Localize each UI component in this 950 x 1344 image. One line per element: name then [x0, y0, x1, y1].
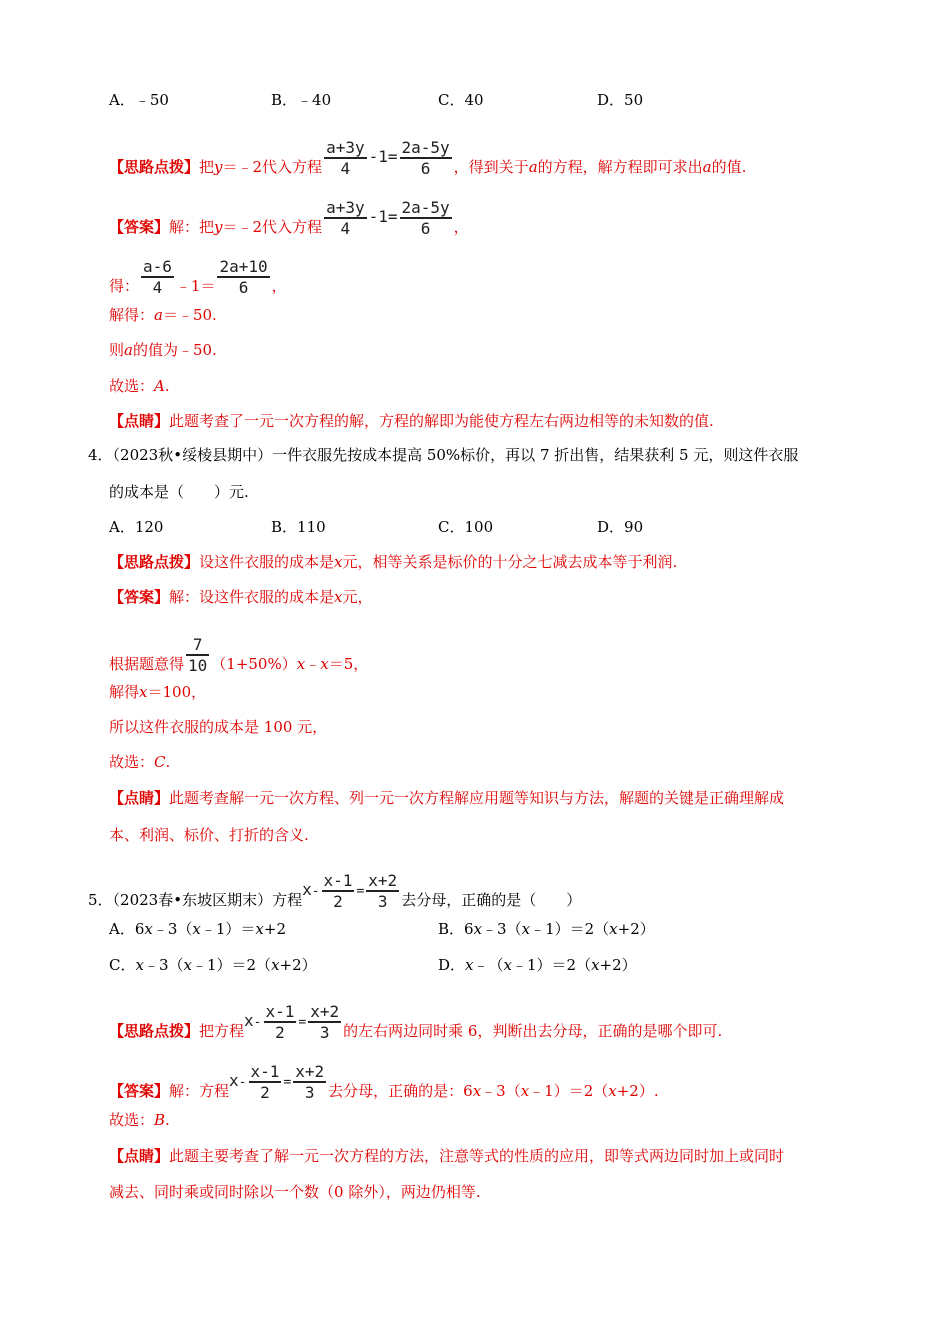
fraction — [322, 871, 355, 911]
q5-stem: 5．（2023春•东坡区期末）方程x- $\frac{x-1}{2}$ = $\frac{x+2}{3}$ 去分母，正确的是（ ） — [88, 871, 582, 911]
numerator: a+3y — [326, 138, 365, 157]
text: ，得到关于 — [453, 158, 529, 176]
denominator: 4 — [340, 159, 351, 178]
text: ﹣1＝ — [175, 277, 216, 295]
q5-hint: 【思路点拨】把方程x- $\frac{x-1}{2}$ = $\frac{x+2}{3}$ 的左右两边同时乘 6，判断出去分母，正确的是哪个即可. — [109, 1002, 723, 1042]
text: 解得： — [109, 306, 155, 324]
fraction — [324, 138, 367, 178]
text: 得： — [109, 277, 140, 295]
fraction — [308, 1002, 341, 1042]
hint-tag: 【思路点拨】 — [109, 553, 200, 571]
denominator: 2 — [275, 1023, 285, 1042]
question-number: 5． — [88, 891, 113, 909]
q4-option-a: A．120 — [109, 518, 164, 536]
variable: a — [702, 158, 712, 176]
fraction — [400, 138, 452, 178]
variable: a — [124, 341, 133, 359]
q3-option-d: D．50 — [597, 91, 644, 109]
text: 则 — [109, 341, 125, 359]
q5-option-a: A．6x﹣3（x﹣1）＝x+2 — [109, 920, 287, 938]
variable: x — [334, 588, 343, 606]
numerator: 2a+10 — [219, 257, 268, 276]
q4-choose: 故选：C. — [109, 753, 171, 771]
denominator: 4 — [340, 219, 351, 238]
text: ＝100， — [147, 683, 207, 701]
numerator: x-1 — [323, 871, 353, 890]
q4-option-d: D．90 — [597, 518, 644, 536]
q3-comment — [109, 410, 714, 432]
question-number: 4． — [88, 446, 113, 464]
hint-tag: 【思路点拨】 — [109, 1022, 200, 1040]
q5-option-d: D．x﹣（x﹣1）＝2（x+2） — [438, 956, 637, 974]
text: 设这件衣服的成本是 — [199, 553, 335, 571]
answer-letter: C — [154, 753, 166, 771]
denominator: 3 — [319, 1023, 330, 1042]
text: 此题考查解一元一次方程、列一元一次方程解应用题等知识与方法，解题的关键是正确理解成 — [169, 789, 785, 807]
q4-solve — [109, 681, 206, 703]
fraction — [264, 1002, 297, 1042]
comment-tag: 【点睛】 — [109, 1147, 170, 1165]
text: 的值为﹣50. — [132, 341, 217, 359]
variable: x — [334, 553, 343, 571]
text: ＝﹣50. — [162, 306, 217, 324]
numerator: x+2 — [368, 871, 398, 890]
denominator: 10 — [188, 656, 208, 675]
text: 去分母，正确的是（ ） — [401, 891, 582, 909]
denominator: 6 — [238, 278, 249, 297]
numerator: x+2 — [310, 1002, 340, 1021]
text: 的左右两边同时乘 6，判断出去分母，正确的是哪个即可. — [343, 1022, 723, 1040]
numerator: x+2 — [295, 1062, 325, 1081]
numerator: x-1 — [265, 1002, 295, 1021]
equation-text: -1= — [368, 207, 398, 226]
text: 把 — [199, 158, 215, 176]
text: 去分母，正确的是：6 — [328, 1082, 473, 1100]
q4-result: 所以这件衣服的成本是 100 元， — [109, 718, 328, 736]
text: （2023春•东坡区期末）方程 — [112, 891, 303, 909]
text: ＝5， — [328, 655, 369, 673]
q4-equation — [109, 635, 369, 685]
answer-letter: B — [154, 1111, 166, 1129]
fraction — [366, 871, 399, 911]
q4-answer — [109, 586, 373, 608]
text: 元， — [342, 588, 373, 606]
q5-answer: 【答案】解：方程x- $\frac{x-1}{2}$ = $\frac{x+2}{3}$ 去分母，正确的是：6x﹣3（x﹣1）＝2（x+2）. — [109, 1062, 659, 1102]
text: ﹣1）＝2（ — [529, 1082, 609, 1100]
q5-option-c: C．x﹣3（x﹣1）＝2（x+2） — [109, 956, 317, 974]
q3-option-a: A．﹣50 — [109, 91, 169, 109]
denominator: 3 — [377, 892, 388, 911]
numerator: 7 — [186, 635, 209, 656]
q3-option-b: B．﹣40 — [271, 91, 332, 109]
fraction — [293, 1062, 326, 1102]
q3-choose: 故选：A. — [109, 377, 170, 395]
text: 的值. — [711, 158, 747, 176]
q4-option-b: B．110 — [271, 518, 326, 536]
q5-option-b: B．6x﹣3（x﹣1）＝2（x+2） — [438, 920, 655, 938]
text: ， — [453, 218, 469, 236]
hint-tag: 【思路点拨】 — [109, 158, 200, 176]
q5-choose: 故选：B. — [109, 1111, 170, 1129]
fraction — [141, 257, 174, 297]
variable: x — [472, 1082, 482, 1100]
q4-option-c: C．100 — [438, 518, 494, 536]
text: ， — [271, 277, 287, 295]
text: 根据题意得 — [109, 655, 185, 673]
text: 故选： — [109, 753, 155, 771]
q5-comment-line2: 减去、同时乘或同时除以一个数（0 除外），两边仍相等. — [109, 1183, 481, 1201]
text: 此题主要考查了解一元一次方程的方法，注意等式的性质的应用，即等式两边同时加上或同时 — [169, 1147, 785, 1165]
fraction — [249, 1062, 282, 1102]
equals-sign: = — [356, 884, 365, 899]
text: 故选： — [109, 377, 155, 395]
numerator: x-1 — [250, 1062, 280, 1081]
text: +2）. — [616, 1082, 659, 1100]
q3-answer — [109, 198, 469, 248]
variable: a — [154, 306, 163, 324]
numerator: 2a-5y — [401, 138, 450, 157]
text: 此题考查了一元一次方程的解，方程的解即为能使方程左右两边相等的未知数的值. — [169, 412, 714, 430]
text: ﹣ — [305, 655, 321, 673]
text: ＝﹣2代入方程 — [222, 218, 323, 236]
numerator: a-6 — [143, 257, 172, 276]
fraction — [186, 635, 209, 675]
numerator: a+3y — [326, 198, 365, 217]
equals-sign: = — [283, 1075, 292, 1090]
q4-stem-line2: 的成本是（ ）元. — [109, 483, 249, 501]
q3-then — [109, 339, 217, 361]
q3-option-c: C．40 — [438, 91, 484, 109]
denominator: 2 — [333, 892, 343, 911]
answer-tag: 【答案】 — [109, 218, 170, 236]
variable: x — [139, 683, 148, 701]
fraction — [400, 198, 452, 238]
comment-tag: 【点睛】 — [109, 789, 170, 807]
q3-step-de — [109, 257, 287, 307]
variable: x — [608, 1082, 617, 1100]
answer-tag: 【答案】 — [109, 588, 170, 606]
text: 解：设这件衣服的成本是 — [169, 588, 335, 606]
denominator: 6 — [420, 219, 431, 238]
text: 解：把 — [169, 218, 215, 236]
equals-sign: = — [298, 1015, 307, 1030]
variable: x — [296, 655, 306, 673]
text: 元，相等关系是标价的十分之七减去成本等于利润. — [342, 553, 678, 571]
denominator: 6 — [420, 159, 431, 178]
text: ＝﹣2代入方程 — [222, 158, 323, 176]
q4-comment-line1 — [109, 787, 784, 809]
text: ﹣3（ — [481, 1082, 521, 1100]
q4-hint — [109, 551, 677, 573]
text: 故选： — [109, 1111, 155, 1129]
q4-stem-line1 — [88, 444, 798, 466]
q3-solve — [109, 304, 217, 326]
fraction — [324, 198, 367, 238]
variable: x — [320, 655, 329, 673]
text: （1+50%） — [211, 655, 297, 673]
variable: a — [528, 158, 538, 176]
text: 的方程，解方程即可求出 — [537, 158, 703, 176]
comment-tag: 【点睛】 — [109, 412, 170, 430]
text: 把方程 — [199, 1022, 245, 1040]
q5-comment-line1 — [109, 1145, 784, 1167]
denominator: 2 — [260, 1083, 270, 1102]
variable: y — [214, 158, 223, 176]
q3-hint — [109, 138, 747, 188]
denominator: 4 — [152, 278, 163, 297]
text: （2023秋•绥棱县期中）一件衣服先按成本提高 50%标价，再以 7 折出售，结果获利 5 元，则这件衣服 — [112, 446, 799, 464]
answer-letter: A — [154, 377, 165, 395]
denominator: 3 — [304, 1083, 315, 1102]
equation-text: x — [302, 880, 312, 899]
variable: x — [520, 1082, 530, 1100]
text: 解：方程 — [169, 1082, 230, 1100]
equation-text: -1= — [368, 147, 398, 166]
text: 解得 — [109, 683, 140, 701]
answer-tag: 【答案】 — [109, 1082, 170, 1100]
fraction — [217, 257, 269, 297]
q4-comment-line2: 本、利润、标价、打折的含义. — [109, 826, 309, 844]
numerator: 2a-5y — [401, 198, 450, 217]
variable: y — [214, 218, 223, 236]
equation-text: x — [244, 1011, 254, 1030]
equation-text: x — [229, 1071, 239, 1090]
